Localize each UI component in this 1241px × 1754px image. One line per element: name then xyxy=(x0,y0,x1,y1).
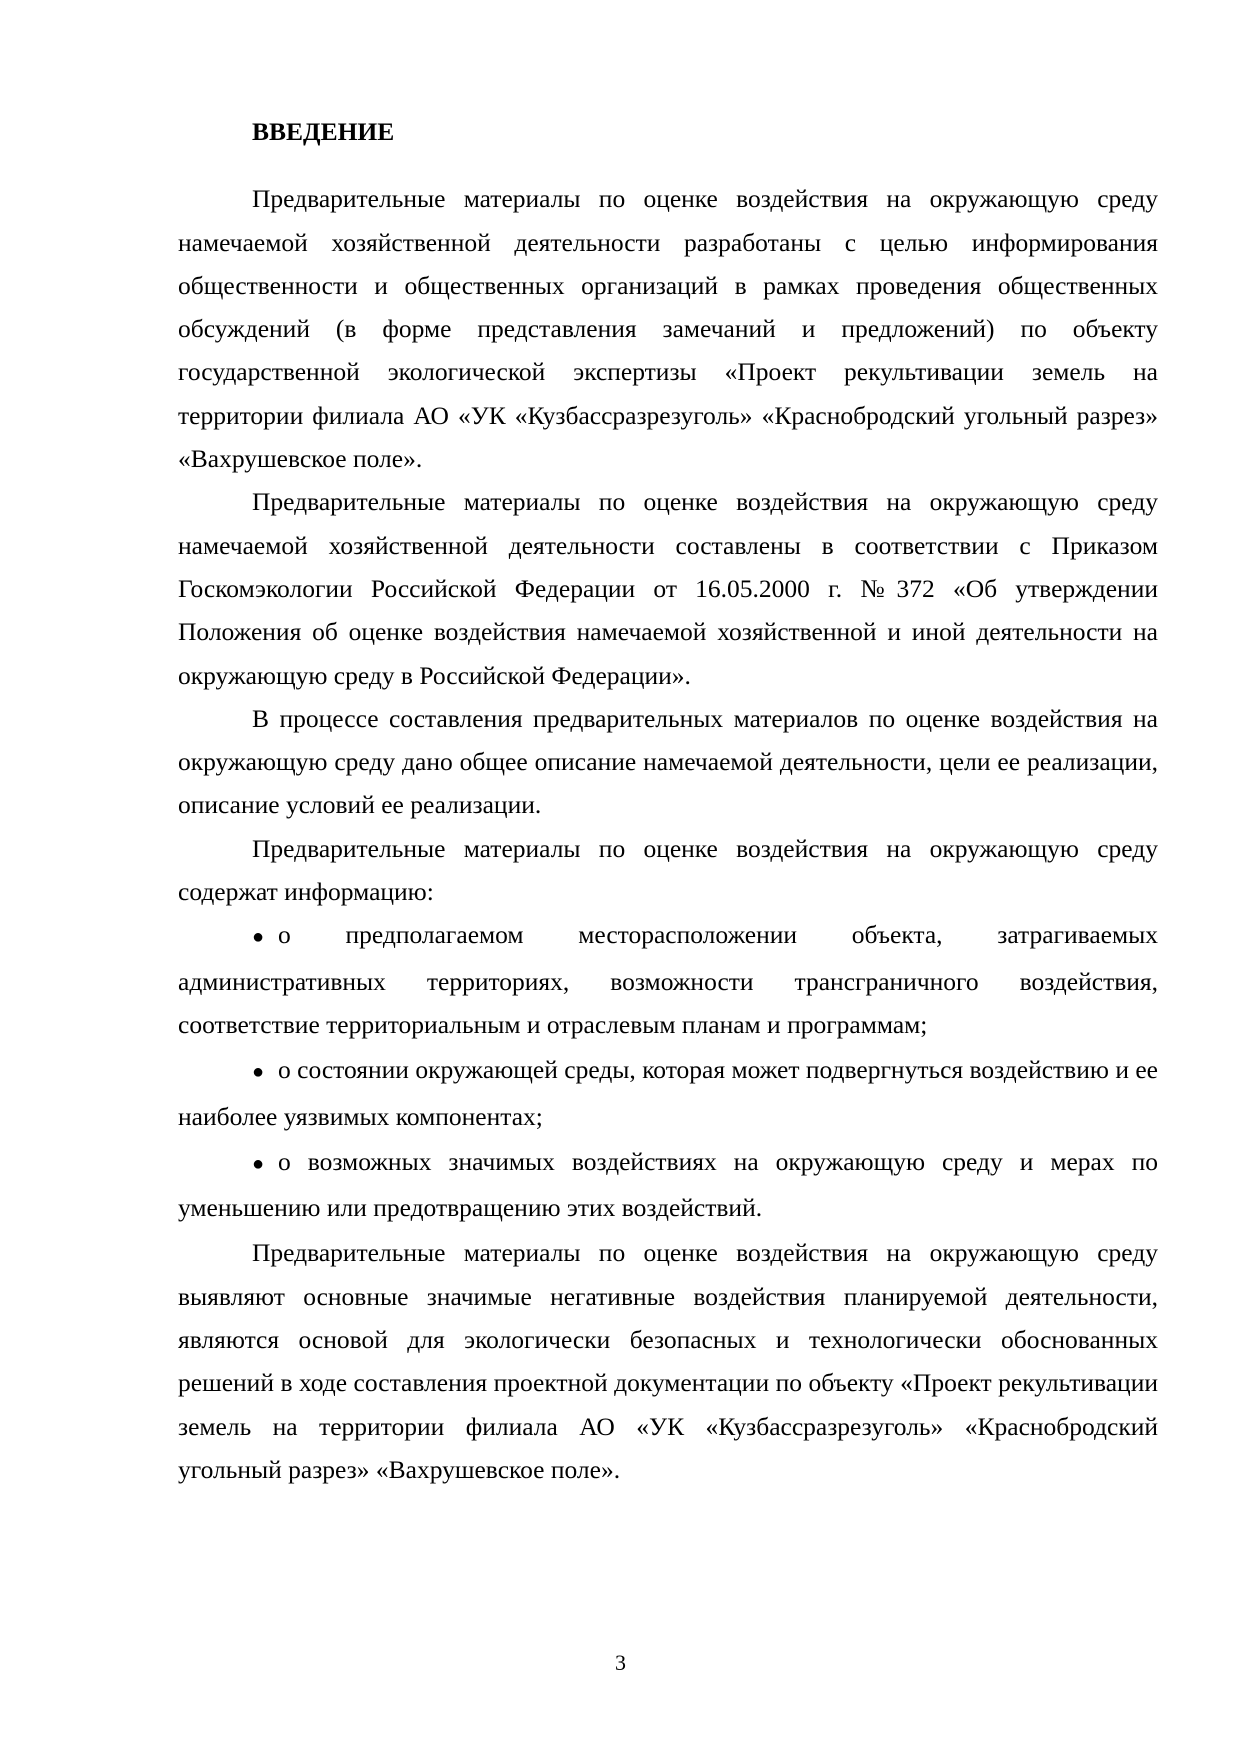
section-heading: ВВЕДЕНИЕ xyxy=(252,117,395,146)
paragraph-regulation: Предварительные материалы по оценке воздействия на окружающую среду намечаемой хозяйственной деятельности составлены в соответствии с Приказом Госкомэкологии Российской Федерации от 16.05.2000 г. №372 «Об утверждении Положения об оценке воздействия намечаемой хозяйственной и иной деятельности на окружающую среду в Российской Федерации». xyxy=(178,487,1158,690)
page-number: 3 xyxy=(615,1650,626,1675)
list-item-text: о предполагаемом месторасположении объекта, затрагиваемых административных территориях, возможности трансграничного воздействия, соответствие территориальным и отраслевым планам и программам; xyxy=(178,920,1158,1039)
paragraph-process: В процессе составления предварительных материалов по оценке воздействия на окружающую среду дано общее описание намечаемой деятельности, цели ее реализации, описание условий ее реализации. xyxy=(178,703,1158,820)
bullet-icon: ● xyxy=(252,926,265,949)
list-item-text: о возможных значимых воздействиях на окружающую среду и мерах по уменьшению или предотвращению этих воздействий. xyxy=(178,1146,1158,1223)
bullet-icon: ● xyxy=(252,1152,265,1175)
list-item-text: о состоянии окружающей среды, которая может подвергнуться воздействию и ее наиболее уязвимых компонентах; xyxy=(178,1055,1158,1131)
list-item xyxy=(178,1140,1158,1230)
list-item xyxy=(178,913,1158,1046)
paragraph-contents-intro: Предварительные материалы по оценке воздействия на окружающую среду содержат информацию: xyxy=(178,833,1158,907)
list-item xyxy=(178,1048,1158,1138)
paragraph-conclusion: Предварительные материалы по оценке воздействия на окружающую среду выявляют основные значимые негативные воздействия планируемой деятельности, являются основой для экологически безопасных и технологически обоснованных решений в ходе составления проектной документации по объекту «Проект рекультивации земель на территории филиала АО «УК «Кузбассразрезуголь» «Краснобродский угольный разрез» «Вахрушевское поле». xyxy=(178,1238,1158,1484)
page-content xyxy=(178,110,1158,1491)
bullet-icon: ● xyxy=(252,1061,265,1084)
information-list xyxy=(178,913,1158,1229)
paragraph-purpose: Предварительные материалы по оценке воздействия на окружающую среду намечаемой хозяйственной деятельности разработаны с целью информирования общественности и общественных организаций в рамках проведения общественных обсуждений (в форме представления замечаний и предложений) по объекту государственной экологической экспертизы «Проект рекультивации земель на территории филиала АО «УК «Кузбассразрезуголь» «Краснобродский угольный разрез» «Вахрушевское поле». xyxy=(178,184,1158,474)
